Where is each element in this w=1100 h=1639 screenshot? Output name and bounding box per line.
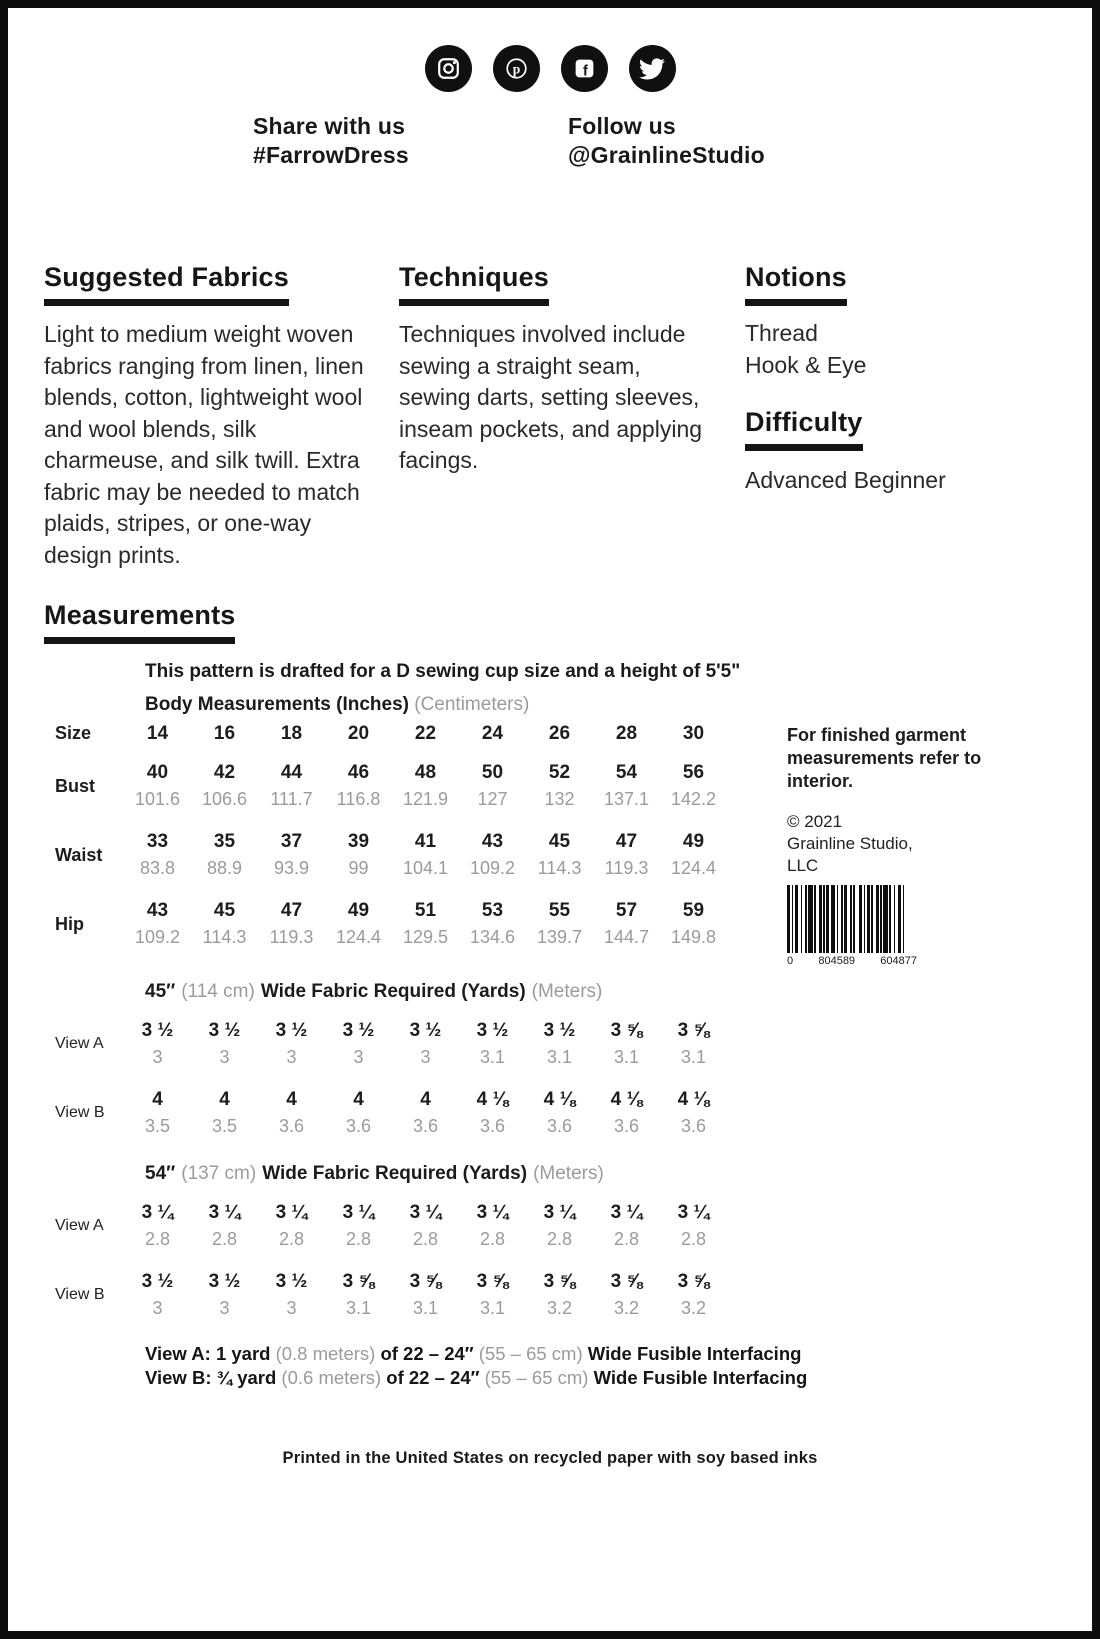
value-cell: 54: [615, 762, 638, 783]
value-cell: 3.1: [546, 1047, 573, 1067]
barcode-digit-group: 804589: [818, 955, 856, 967]
text-segment: (55 – 65 cm): [478, 1343, 583, 1364]
notion-item: Hook & Eye: [745, 351, 867, 378]
table-row-view-b: [44, 1268, 727, 1322]
value-cell: 2.8: [613, 1229, 640, 1249]
social-text-row: [8, 112, 1092, 170]
value-cell: 20: [347, 723, 370, 744]
view-b-yards: [124, 1086, 727, 1113]
value-cell: 46: [347, 762, 370, 783]
value-cell: 3 ½: [543, 1020, 576, 1041]
value-cell: 3 ⅝: [342, 1271, 375, 1292]
body-measurements-heading: [145, 694, 529, 716]
value-cell: 3.1: [345, 1298, 372, 1318]
value-cell: 4: [420, 1089, 431, 1110]
value-cell: 47: [280, 900, 303, 921]
value-cell: 139.7: [536, 927, 583, 947]
hip-inches: [124, 897, 727, 924]
row-label-view-b: View B: [55, 1286, 105, 1303]
follow-block: [568, 112, 765, 170]
value-cell: 3.2: [680, 1298, 707, 1318]
value-cell: 45: [548, 831, 571, 852]
fabric-table-54: [44, 1160, 727, 1337]
value-cell: 48: [414, 762, 437, 783]
value-cell: 129.5: [402, 927, 449, 947]
value-cell: 3.1: [412, 1298, 439, 1318]
row-label-bust: Bust: [55, 775, 95, 796]
barcode: [787, 885, 917, 967]
value-cell: 4: [152, 1089, 163, 1110]
waist-cm: [124, 855, 727, 882]
value-cell: 3.1: [479, 1298, 506, 1318]
value-cell: 3 ⅝: [409, 1271, 442, 1292]
view-b-meters: [124, 1295, 727, 1322]
value-cell: 3.6: [546, 1116, 573, 1136]
barcode-digit-group: 604877: [880, 955, 917, 967]
value-cell: 3 ½: [476, 1020, 509, 1041]
value-cell: 3.6: [613, 1116, 640, 1136]
cup-size-note: This pattern is drafted for a D sewing cup size and a height of 5'5": [145, 661, 741, 682]
value-cell: 3 ¼: [476, 1202, 509, 1223]
view-a-meters: [124, 1044, 727, 1071]
table-row-view-b: [44, 1086, 727, 1140]
waist-inches: [124, 828, 727, 855]
view-b-yards: [124, 1268, 727, 1295]
value-cell: 3: [353, 1047, 364, 1067]
value-cell: 3: [219, 1047, 230, 1067]
value-cell: 45: [213, 900, 236, 921]
text-segment: of 22 – 24″: [375, 1343, 479, 1364]
value-cell: 43: [146, 900, 169, 921]
pinterest-icon: [493, 45, 540, 92]
view-b-meters: [124, 1113, 727, 1140]
text-segment: Wide Fusible Interfacing: [588, 1366, 808, 1388]
value-cell: 3: [152, 1047, 163, 1067]
value-cell: 3.5: [211, 1116, 238, 1136]
value-cell: 3.5: [144, 1116, 171, 1136]
interfacing-view-b: [145, 1366, 807, 1390]
value-cell: 3.6: [680, 1116, 707, 1136]
value-cell: 3 ¼: [610, 1202, 643, 1223]
value-cell: 3 ½: [208, 1271, 241, 1292]
value-cell: 28: [615, 723, 638, 744]
finished-garment-note: For finished garment measurements refer to interior.: [787, 725, 982, 791]
value-cell: 124.4: [670, 858, 717, 878]
table-row-size: [44, 720, 727, 747]
body-heading-inches: Body Measurements (Inches): [145, 694, 409, 715]
value-cell: 53: [481, 900, 504, 921]
value-cell: 3 ¼: [275, 1202, 308, 1223]
difficulty-level: Advanced Beginner: [745, 467, 946, 493]
value-cell: 3 ½: [409, 1020, 442, 1041]
fabric-heading-meters: (Meters): [533, 1163, 604, 1184]
row-label-view-a: View A: [55, 1217, 104, 1234]
value-cell: 3: [420, 1047, 431, 1067]
row-label-hip: Hip: [55, 913, 84, 934]
text-segment: (55 – 65 cm): [484, 1366, 589, 1388]
value-cell: 42: [213, 762, 236, 783]
text-segment: of 22 – 24″: [381, 1366, 485, 1388]
fabric-width: 54″: [145, 1163, 176, 1184]
value-cell: 3 ½: [342, 1020, 375, 1041]
value-cell: 3 ⅝: [677, 1271, 710, 1292]
value-cell: 3 ½: [275, 1271, 308, 1292]
value-cell: 101.6: [134, 789, 181, 809]
text-segment: View A: 1 yard: [145, 1343, 276, 1364]
social-icons-row: [8, 45, 1092, 92]
body-measurements-table: [44, 720, 727, 966]
value-cell: 22: [414, 723, 437, 744]
barcode-bars: [787, 885, 917, 953]
value-cell: 99: [348, 858, 369, 878]
suggested-fabrics-title: Suggested Fabrics: [44, 262, 289, 306]
value-cell: 3 ⅝: [610, 1271, 643, 1292]
value-cell: 30: [682, 723, 705, 744]
value-cell: 124.4: [335, 927, 382, 947]
value-cell: 37: [280, 831, 303, 852]
value-cell: 3.6: [278, 1116, 305, 1136]
value-cell: 142.2: [670, 789, 717, 809]
value-cell: 3 ½: [141, 1271, 174, 1292]
instagram-icon: [425, 45, 472, 92]
techniques-section: [399, 262, 711, 477]
value-cell: 137.1: [603, 789, 650, 809]
value-cell: 3 ¼: [208, 1202, 241, 1223]
value-cell: 134.6: [469, 927, 516, 947]
value-cell: 111.7: [270, 789, 313, 809]
printed-note: Printed in the United States on recycled paper with soy based inks: [282, 1449, 818, 1467]
value-cell: 127: [477, 789, 508, 809]
value-cell: 4 ⅛: [543, 1089, 576, 1110]
value-cell: 3: [286, 1047, 297, 1067]
notions-title: Notions: [745, 262, 847, 306]
value-cell: 52: [548, 762, 571, 783]
value-cell: 88.9: [206, 858, 243, 878]
value-cell: 114.3: [537, 858, 582, 878]
value-cell: 3 ⅝: [610, 1020, 643, 1041]
svg-text:p: p: [512, 61, 520, 77]
value-cell: 119.3: [269, 927, 314, 947]
fabric-width: 45″: [145, 981, 176, 1002]
value-cell: 47: [615, 831, 638, 852]
value-cell: 2.8: [144, 1229, 171, 1249]
value-cell: 2.8: [546, 1229, 573, 1249]
value-cell: 4 ⅛: [476, 1089, 509, 1110]
value-cell: 3 ⅝: [677, 1020, 710, 1041]
fabric-heading-main: Wide Fabric Required (Yards): [260, 981, 526, 1002]
value-cell: 3 ⅝: [476, 1271, 509, 1292]
difficulty-title: Difficulty: [745, 407, 863, 451]
value-cell: 3 ¼: [677, 1202, 710, 1223]
aside-block: [787, 724, 992, 967]
table-row-hip: [44, 897, 727, 951]
value-cell: 3 ½: [275, 1020, 308, 1041]
copyright-line: Grainline Studio,: [787, 834, 913, 853]
twitter-icon: [629, 45, 676, 92]
barcode-digit-group: 0: [787, 955, 794, 967]
value-cell: 2.8: [479, 1229, 506, 1249]
text-segment: Wide Fusible Interfacing: [582, 1343, 802, 1364]
value-cell: 3.2: [613, 1298, 640, 1318]
value-cell: 4 ⅛: [610, 1089, 643, 1110]
row-label-size: Size: [55, 723, 92, 743]
value-cell: 44: [280, 762, 303, 783]
copyright-line: © 2021: [787, 812, 843, 831]
value-cell: 3 ¼: [342, 1202, 375, 1223]
value-cell: 109.2: [469, 858, 516, 878]
value-cell: 41: [414, 831, 437, 852]
text-segment: (0.6 meters): [281, 1366, 382, 1388]
notions-difficulty-section: [745, 262, 995, 497]
value-cell: 3.2: [546, 1298, 573, 1318]
view-a-yards: [124, 1017, 727, 1044]
follow-label: Follow us: [568, 113, 676, 139]
value-cell: 144.7: [603, 927, 650, 947]
value-cell: 3.1: [680, 1047, 707, 1067]
value-cell: 121.9: [402, 789, 449, 809]
row-label-waist: Waist: [55, 844, 103, 865]
value-cell: 33: [146, 831, 169, 852]
value-cell: 3.6: [345, 1116, 372, 1136]
value-cell: 3 ¼: [543, 1202, 576, 1223]
value-cell: 18: [280, 723, 303, 744]
value-cell: 16: [213, 723, 236, 744]
value-cell: 24: [481, 723, 504, 744]
table-row-bust: [44, 759, 727, 813]
row-label-view-b: View B: [55, 1104, 105, 1121]
svg-text:f: f: [582, 63, 588, 80]
text-segment: (0.8 meters): [275, 1343, 376, 1364]
value-cell: 104.1: [402, 858, 449, 878]
value-cell: 49: [682, 831, 705, 852]
barcode-digits: [787, 955, 917, 967]
view-a-yards: [124, 1199, 727, 1226]
interfacing-view-a: [145, 1342, 807, 1366]
notion-item: Thread: [745, 320, 818, 346]
value-cell: 40: [146, 762, 169, 783]
follow-handle: @GrainlineStudio: [568, 142, 765, 168]
share-block: [253, 112, 568, 170]
value-cell: 43: [481, 831, 504, 852]
measurements-title: Measurements: [44, 600, 235, 644]
fabric-width-cm: (114 cm): [181, 981, 255, 1002]
value-cell: 2.8: [412, 1229, 439, 1249]
share-label: Share with us: [253, 113, 406, 139]
value-cell: 116.8: [336, 789, 381, 809]
value-cell: 106.6: [201, 789, 248, 809]
value-cell: 55: [548, 900, 571, 921]
value-cell: 3 ¼: [409, 1202, 442, 1223]
table-row-waist: [44, 828, 727, 882]
value-cell: 3 ½: [208, 1020, 241, 1041]
value-cell: 4 ⅛: [677, 1089, 710, 1110]
view-a-meters: [124, 1226, 727, 1253]
value-cell: 3.1: [613, 1047, 640, 1067]
value-cell: 49: [347, 900, 370, 921]
value-cell: 56: [682, 762, 705, 783]
size-values: [124, 720, 727, 747]
value-cell: 2.8: [278, 1229, 305, 1249]
facebook-icon: [561, 45, 608, 92]
value-cell: 114.3: [202, 927, 247, 947]
value-cell: 119.3: [604, 858, 649, 878]
value-cell: 51: [414, 900, 437, 921]
value-cell: 3 ⅝: [543, 1271, 576, 1292]
bust-inches: [124, 759, 727, 786]
fabric-table-45: [44, 978, 727, 1155]
techniques-title: Techniques: [399, 262, 549, 306]
value-cell: 14: [146, 723, 169, 744]
value-cell: 50: [481, 762, 504, 783]
fabric-54-heading: [145, 1160, 727, 1187]
value-cell: 132: [544, 789, 575, 809]
share-hashtag: #FarrowDress: [253, 142, 409, 168]
value-cell: 93.9: [273, 858, 310, 878]
copyright-block: [787, 811, 992, 877]
value-cell: 3.1: [479, 1047, 506, 1067]
body-heading-centimeters: (Centimeters): [414, 694, 530, 715]
value-cell: 4: [286, 1089, 297, 1110]
value-cell: 4: [353, 1089, 364, 1110]
fabric-heading-main: Wide Fabric Required (Yards): [262, 1163, 528, 1184]
value-cell: 3.6: [479, 1116, 506, 1136]
barcode-gap: [904, 885, 906, 953]
value-cell: 26: [548, 723, 571, 744]
value-cell: 149.8: [670, 927, 717, 947]
bust-cm: [124, 786, 727, 813]
techniques-body: Techniques involved include sewing a straight seam, sewing darts, setting sleeves, inseam pockets, and applying facings.: [399, 321, 703, 473]
table-row-view-a: [44, 1017, 727, 1071]
value-cell: 39: [347, 831, 370, 852]
value-cell: 3 ¼: [141, 1202, 174, 1223]
interfacing-notes: [145, 1342, 807, 1389]
value-cell: 3: [286, 1298, 297, 1318]
value-cell: 3: [152, 1298, 163, 1318]
fabric-heading-meters: (Meters): [531, 981, 603, 1002]
fabric-width-cm: (137 cm): [181, 1163, 257, 1184]
value-cell: 109.2: [134, 927, 181, 947]
value-cell: 3 ½: [141, 1020, 174, 1041]
value-cell: 59: [682, 900, 705, 921]
suggested-fabrics-body: Light to medium weight woven fabrics ranging from linen, linen blends, cotton, lightweight wool and wool blends, silk charmeuse, and silk twill. Extra fabric may be needed to match plaids, stripes, or one-way design prints.: [44, 321, 364, 568]
value-cell: 3.6: [412, 1116, 439, 1136]
suggested-fabrics-section: [44, 262, 380, 571]
text-segment: View B: ¾ yard: [145, 1366, 282, 1388]
value-cell: 2.8: [680, 1229, 707, 1249]
value-cell: 35: [213, 831, 236, 852]
copyright-line: LLC: [787, 856, 819, 875]
value-cell: 2.8: [345, 1229, 372, 1249]
value-cell: 3: [219, 1298, 230, 1318]
value-cell: 83.8: [139, 858, 176, 878]
row-label-view-a: View A: [55, 1035, 104, 1052]
fabric-45-heading: [145, 978, 727, 1005]
hip-cm: [124, 924, 727, 951]
value-cell: 2.8: [211, 1229, 238, 1249]
value-cell: 4: [219, 1089, 230, 1110]
value-cell: 57: [615, 900, 638, 921]
table-row-view-a: [44, 1199, 727, 1253]
